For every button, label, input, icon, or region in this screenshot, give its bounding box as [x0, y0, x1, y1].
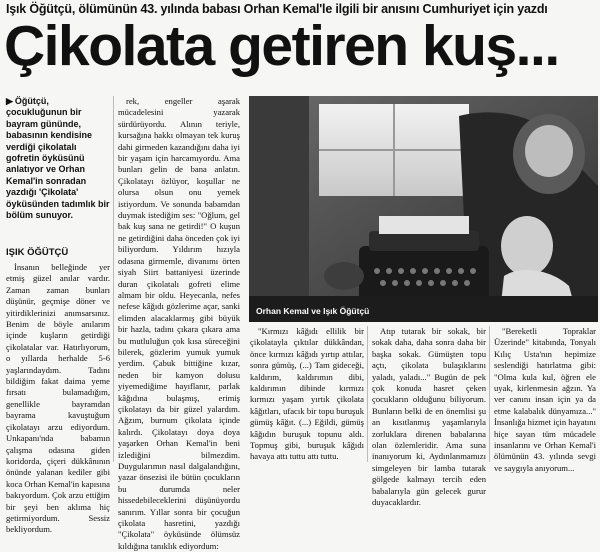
column-1-text: İnsanın belleğinde yer etmiş güzel anılar vardır. Zaman zaman bunları düşünür, geçmişe döner ve yitirdiklerinizi anımsarsınız. Benim de böyle anılarım içinde kuşların getirdiği çikolatalar var. Hatırlıyorum, o yıllarda herhalde 5-6 yaşlarındaydım. Tadını bildiğim fakat daima yeme fırsatı bulamadığım, genellikle bayramdan bayrama kavuştuğum çikolatayı arzu ediyordum. Unkapanı'nda babamın çalışma odasına giden koridorda, çiçeri dükkânının önünde yalanan kediler gibi koca Orhan Kemal'in kapısına bakıyordum. Çok arzu ettiğim bir şeyi ben aklıma hiç getirmiyordum. Sessiz bekliyordum.: [6, 262, 110, 535]
triangle-bullet-icon: ▶: [6, 96, 13, 106]
photo-orhan-kemal-typewriter: [249, 96, 598, 322]
column-divider: [367, 326, 368, 462]
article-column-1: [6, 262, 110, 535]
lead-summary: [6, 96, 110, 221]
headline: Çikolata getiren kuş...: [4, 14, 559, 78]
article-column-3: [250, 326, 364, 462]
supertitle: Işık Öğütçü, ölümünün 43. yılında babası Orhan Kemal'le ilgili bir anısını Cumhuriyet için yazdı: [6, 2, 548, 16]
column-4-text: Atıp tutarak bir sokak, bir sokak daha, daha sonra daha bir başka sokak. Gümüşten topu açtı, çikolata bulaşıklarını yaladı, yaladı..." Bugün de pek çok konuda hasret çeken çocukların olduğunu biliyorum. Bunların belki de en önemlisi şu an kısıtlanmış yaşamlarıyla zorluklara direnen babalarına olan özlemleridir. Ama suna inanıyorum ki, Aydınlanmamızı simgeleyen bir lamba tutarak gölgede kalmayı tercih eden babalarıyla gün gelecek gurur duyacaklardır.: [372, 326, 486, 508]
byline: IŞIK ÖĞÜTÇÜ: [6, 247, 69, 258]
article-column-4: [372, 326, 486, 508]
column-2-text: rek, engeller aşarak mücadelesini yazarak sürdürüyordu. Alının teriyle, kursağına hakkı olmayan tek kuruş dahi girmeden kazandığını daha iyi bir yaşam için harcamıyordu. Ama bunları gelin de bana anlatın. Çikolatayı özlüyor, koşullar ne olursa olsun onu yemek istiyordum. Ve sonunda babamdan duymak istediğim ses: "Oğlum, gel bak kuş sana ne getirdi!" O kuşun ne getirdiğini daha önceden çok iyi biliyordum. Yıldırım hızıyla odasına girmemle, divanımı örten siyah Siirt battaniyesi üzerinde duran çikolatalı gofreti elime almam bir oldu. Heyecanla, nefes nefese kâğıdı gözlerime açar, sanki elimden alacaklarmış gibi büyük bir hazla, tadını çıkara çıkara ama bu mutluluğun çok kısa süreceğini bilerek, gözlerim yumuk yumuk yerdim. Çabuk bittiğine kızar, neden bir kamyon dolusu yiyemediğime hayıflanır, parlak kâğıdına bulaşmış, erimiş çikolatayı da bir güzel yalardım. Ağzım, burnum çikolata içinde kalırdı. Çikolatayı doya doya yaşarken Orhan Kemal'in beni izlediğini bilmezdim. Duygularımın nasıl dalgalandığını, yazar önsezisi ile bütün çocukların bu durumda neler hissedebileceklerini düşünüyordu sanırım. Yıllar sonra bir çocuğun çikolata hasretini, yazdığı "Çikolata" öyküsünde ölümsüz kıldığına tanıklık ediyordum:: [118, 96, 240, 551]
article-column-2: [118, 96, 240, 551]
column-divider: [113, 96, 114, 462]
photo-illustration: [249, 96, 598, 322]
column-divider: [489, 326, 490, 462]
lead-text: Öğütçü, çocukluğunun bir bayram gününde, babasının kendisine verdiği çikolatalı gofretin öyküsünü anlatıyor ve Orhan Kemal'in sonradan yazdığı 'Çikolata' öyküsünden tadımlık bir bölüm sunuyor.: [6, 96, 110, 221]
column-3-text: "Kırmızı kâğıdı ellilik bir çikolatayla çıktılar dükkândan, önce kırmızı kâğıdı yırtıp attılar, sonra gümüş, (...) Tam gideceği, kaldırım, kaldırımın dibi, kaldırımın dibinde kırmızı kırmızı yaşam yırtık çikolata kâğıtları, ufacık bir topu buruşuk gümüş kâğıt. (...) Eğildi, gümüş kâğıdın buruşuk topunu aldı. Topmuş gibi, buruşuk kâğıdı havaya attı tuttu attı tuttu.: [250, 326, 364, 462]
photo-caption: Orhan Kemal ve Işık Öğütçü: [256, 306, 370, 316]
column-5-text: "Bereketli Topraklar Üzerinde" kitabında, Tonyalı Kılıç Usta'nın hepimize seslendiği hatırlatma gibi: "Olma kula kul, öğren ele uyak, kirlenmesin ağzın. Ya ver canını insan için ya da etme kalabalık dünyamıza..." İnsanlığa hizmet için hayatını hiçe sayan tüm mücadele insanlarını ve Orhan Kemal'i ölümünün 43. yılında sevgi ve saygıyla anıyorum...: [494, 326, 596, 473]
article-column-5: [494, 326, 596, 473]
